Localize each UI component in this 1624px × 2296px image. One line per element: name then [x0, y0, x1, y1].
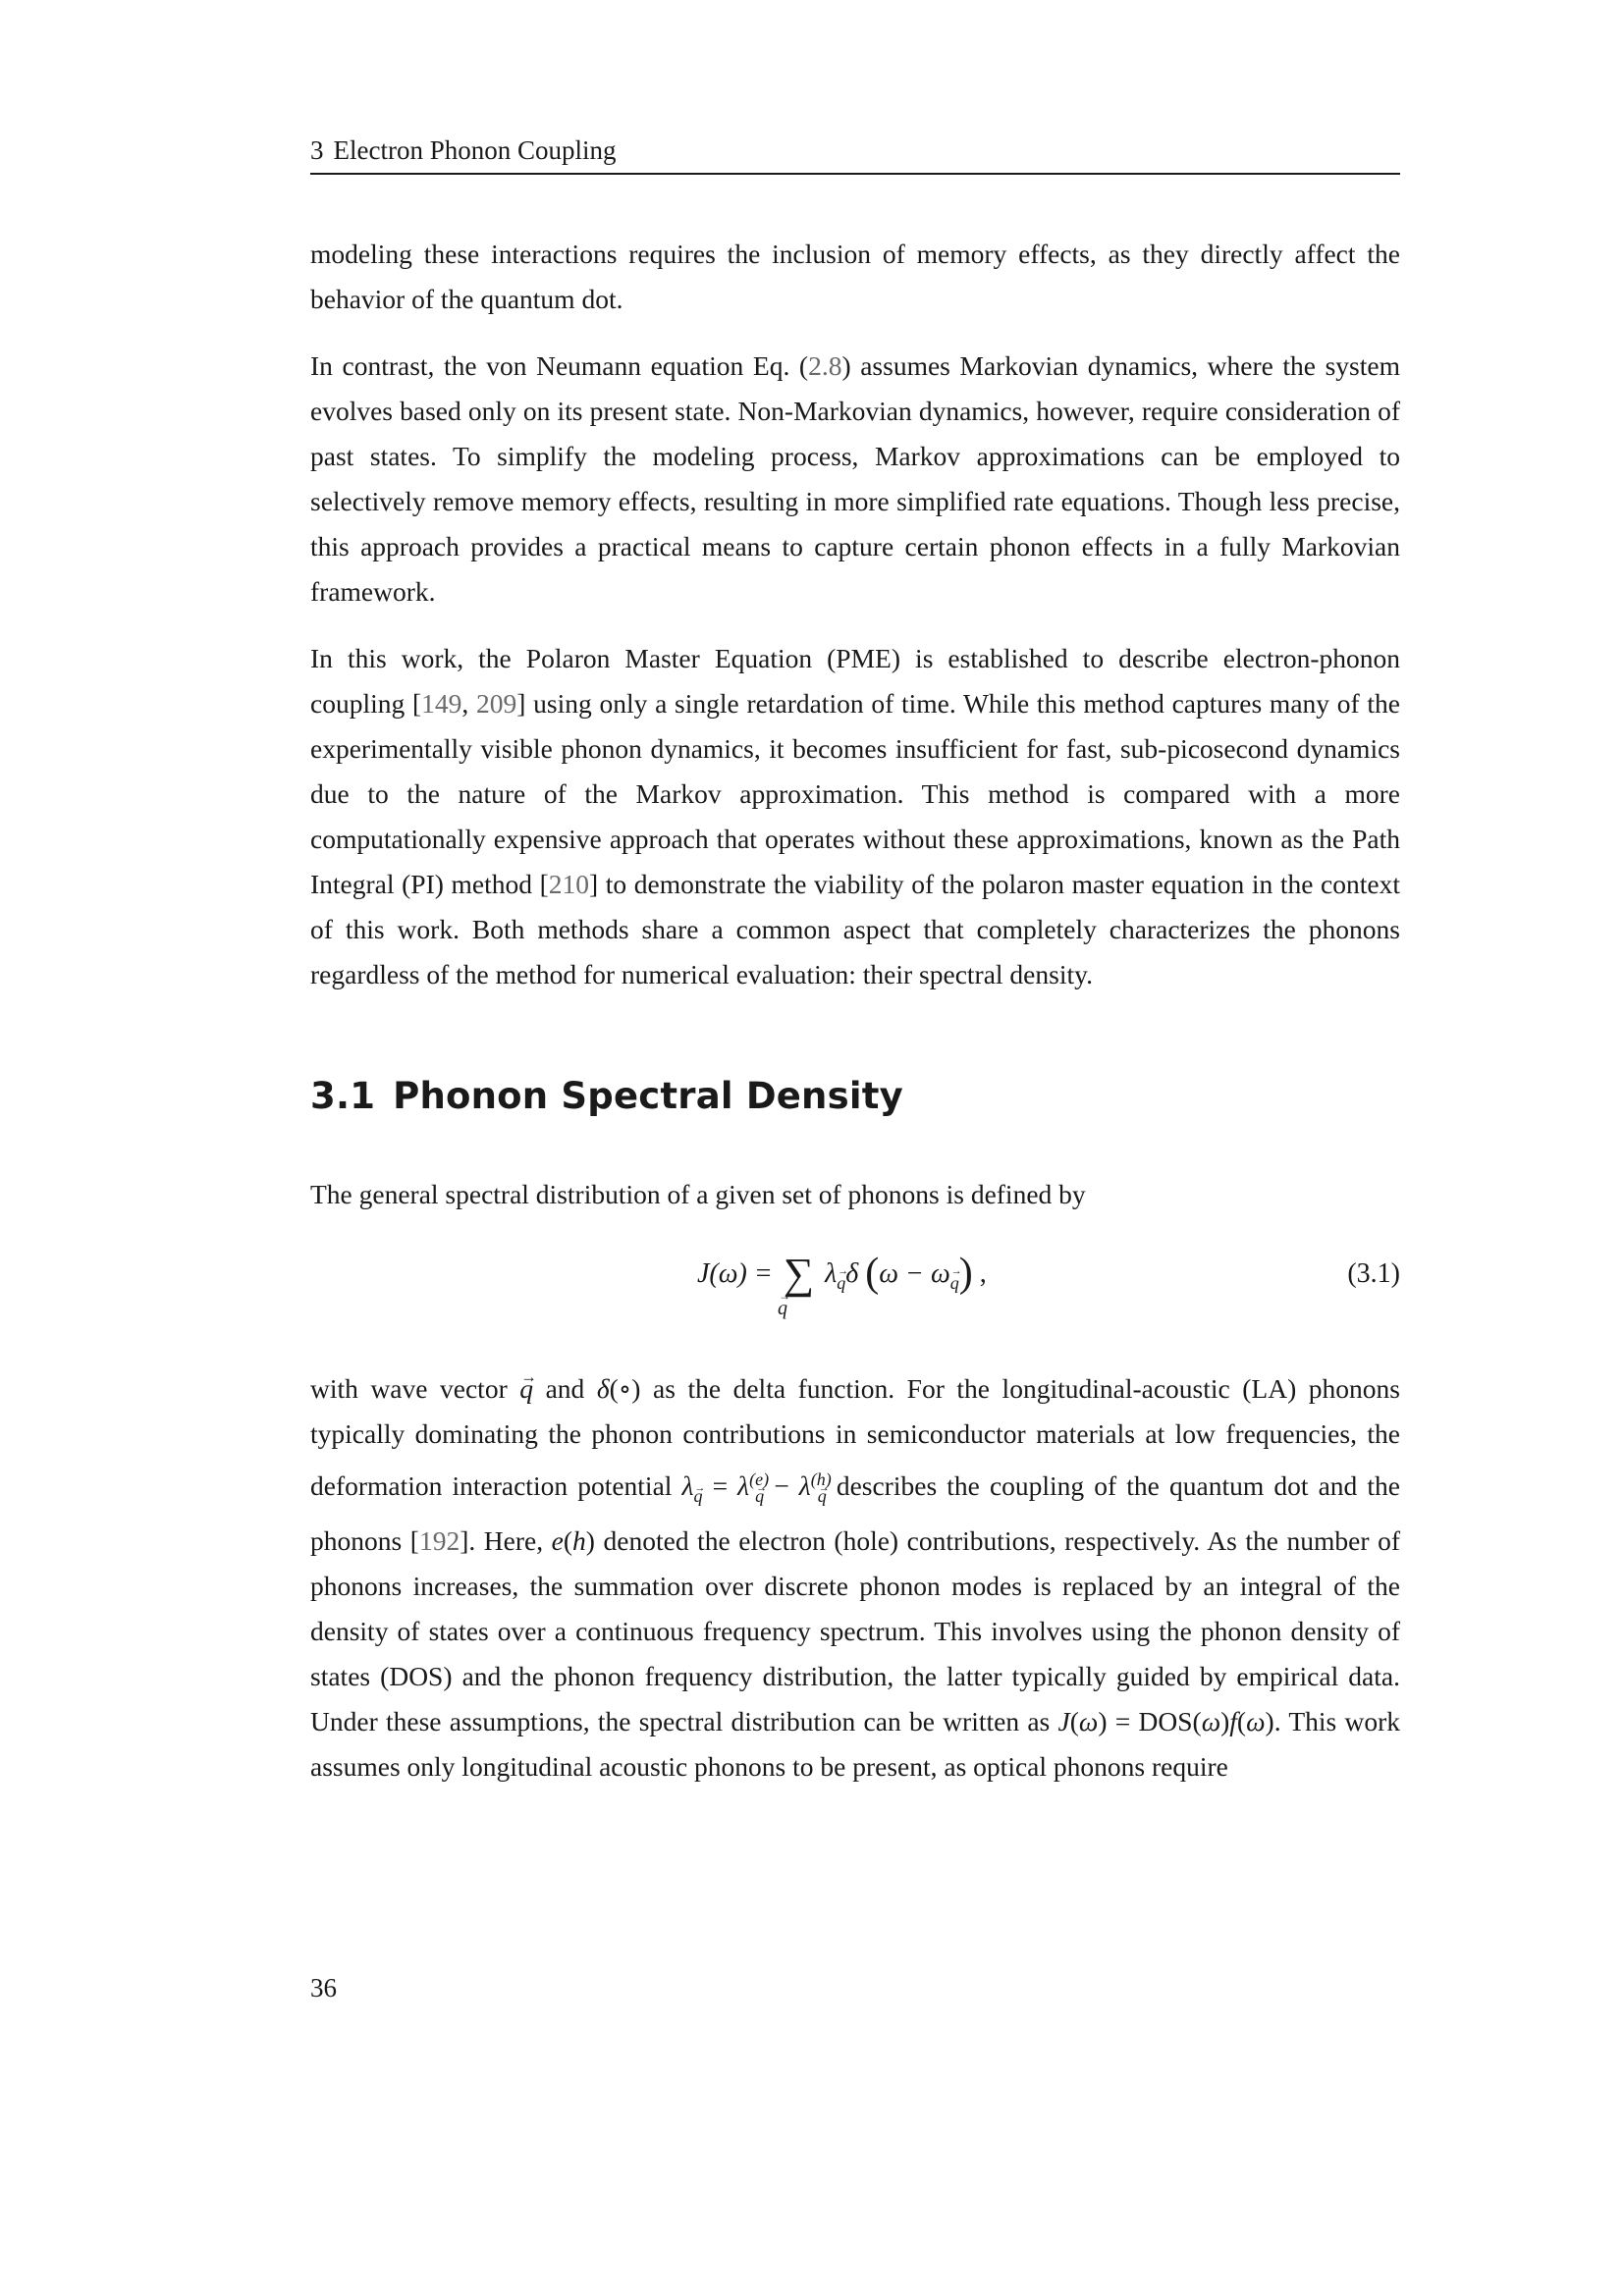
page: [310, 0, 1400, 2296]
equation-body: J(ω) = ∑ λ→ $_q$δ (ω − ω→ $_q$) ,: [697, 1249, 987, 1299]
delta-function-symbol: δ(∘): [596, 1373, 641, 1404]
paragraph-von-neumann: In contrast, the von Neumann equation Eq. (2.8) assumes Markovian dynamics, where the system evolves based only on its present state. Non-Markovian dynamics, however, require consideration of past states. To simplify the modeling process, Markov approximations can be employed to selectively remove memory effects, resulting in more simplified rate equations. Though less precise, this approach provides a practical means to capture certain phonon effects in a fully Markovian framework.: [310, 350, 1400, 607]
section-title: Phonon Spectral Density: [393, 1075, 903, 1117]
paragraph-memory-effects: modeling these interactions requires the inclusion of memory effects, as they directly affect the behavior of the quantum dot.: [310, 239, 1400, 314]
spectral-distribution-formula: J(ω) = DOS(ω)f(ω): [1057, 1705, 1274, 1736]
chapter-number: 3: [310, 135, 324, 165]
page-number: 36: [310, 1973, 337, 2002]
equation-number: (3.1): [1347, 1258, 1400, 1289]
section-heading: [310, 1074, 1400, 1119]
paragraph-spectral-intro: The general spectral distribution of a given set of phonons is defined by: [310, 1179, 1086, 1209]
citation-link[interactable]: 210: [548, 869, 590, 899]
citation-link[interactable]: 209: [476, 688, 517, 719]
body-text: [310, 232, 1400, 1811]
sum-subscript: → q: [778, 1298, 787, 1320]
paragraph-deformation-potential: with wave vector → q and δ(∘) as the delta function. For the longitudinal-acoustic (LA) phonons typically dominating the phonon contributions in semiconductor materials at low frequencies, the deformation interaction potential $\lambda\to _q = \lambda^{(e)}\to _q - \lambda^{(h)}\to _q$ describes the coupling of the quantum dot and the phonons [192]. Here, e(h) denoted the electron (hole) contributions, respectively. As the number of phonons increases, the summation over discrete phonon modes is replaced by an integral of the density of states over a continuous frequency spectrum. This involves using the phonon density of states (DOS) and the phonon frequency distribution, the latter typically guided by empirical data. Under these assumptions, the spectral distribution can be written as J(ω) = DOS(ω)f(ω). This work assumes only longitudinal acoustic phonons to be present, as optical phonons require: [310, 1366, 1400, 1789]
equation-3-1: [310, 1239, 1400, 1345]
wave-vector-symbol: → q: [519, 1373, 533, 1404]
interaction-potential-formula: $\lambda\to _q = \lambda^{(e)}\to _q - \lambda^{(h)}\to _q$: [682, 1470, 827, 1501]
chapter-title: Electron Phonon Coupling: [333, 135, 617, 165]
running-head: [310, 133, 1400, 175]
citation-link[interactable]: 192: [418, 1524, 460, 1556]
section-number: 3.1: [310, 1075, 376, 1117]
electron-hole-symbol: e(h): [551, 1524, 595, 1556]
paragraph-polaron-master-equation: In this work, the Polaron Master Equation (PME) is established to describe electron-phonon coupling [149, 209] using only a single retardation of time. While this method captures many of the experimentally visible phonon dynamics, it becomes insufficient for fast, sub-picosecond dynamics due to the nature of the Markov approximation. This method is compared with a more computationally expensive approach that operates without these approximations, known as the Path Integral (PI) method [210] to demonstrate the viability of the polaron master equation in the context of this work. Both methods share a common aspect that completely characterizes the phonons regardless of the method for numerical evaluation: their spectral density.: [310, 643, 1401, 989]
equation-reference-link[interactable]: 2.8: [808, 350, 842, 381]
citation-link[interactable]: 149: [421, 688, 462, 719]
